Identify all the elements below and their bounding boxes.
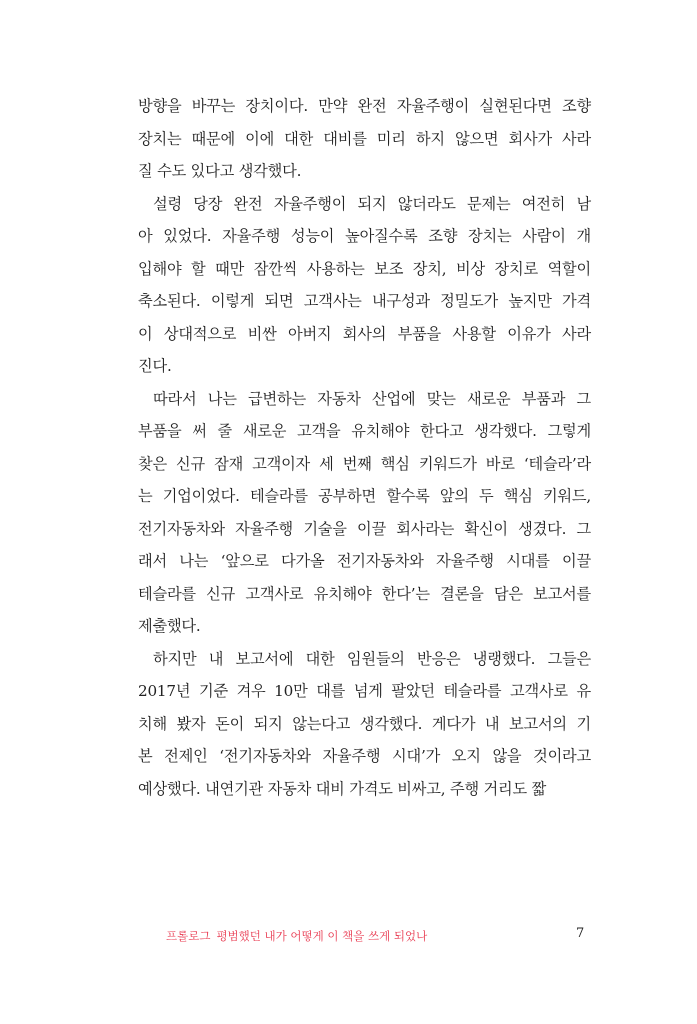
paragraph [138, 188, 591, 383]
paragraph [138, 643, 591, 806]
running-footer [166, 928, 427, 944]
paragraph [138, 383, 591, 643]
page-footer [0, 924, 697, 948]
text-line: 는 기업이었다. 테슬라를 공부하면 할수록 앞의 두 핵심 키워드, [138, 487, 591, 505]
text-line: 제출했다. [138, 617, 201, 635]
paragraph [138, 90, 591, 188]
text-line: 설령 당장 완전 자율주행이 되지 않더라도 문제는 여전히 남 [153, 194, 591, 213]
text-line: 장치는 때문에 이에 대한 대비를 미리 하지 않으면 회사가 사라 [138, 129, 591, 148]
text-line: 부품을 써 줄 새로운 고객을 유치해야 한다고 생각했다. 그렇게 [138, 422, 591, 440]
text-line: 2017년 기준 겨우 10만 대를 넘게 팔았던 테슬라를 고객사로 유 [138, 682, 591, 700]
text-line: 예상했다. 내연기관 자동차 대비 가격도 비싸고, 주행 거리도 짧 [138, 779, 547, 798]
text-line: 본 전제인 ‘전기자동차와 자율주행 시대’가 오지 않을 것이라고 [138, 747, 591, 765]
text-line: 찾은 신규 잠재 고객이자 세 번째 핵심 키워드가 바로 ‘테슬라’라 [138, 454, 591, 473]
page-number: 7 [576, 926, 585, 941]
text-line: 입해야 할 때만 잠깐씩 사용하는 보조 장치, 비상 장치로 역할이 [138, 259, 591, 278]
text-line: 테슬라를 신규 고객사로 유치해야 한다’는 결론을 담은 보고서를 [138, 584, 591, 603]
text-line: 따라서 나는 급변하는 자동차 산업에 맞는 새로운 부품과 그 [153, 389, 591, 408]
text-line: 방향을 바꾸는 장치이다. 만약 완전 자율주행이 실현된다면 조향 [138, 97, 591, 115]
text-line: 전기자동차와 자율주행 기술을 이끌 회사라는 확신이 생겼다. 그 [138, 519, 591, 538]
text-line: 진다. [138, 357, 172, 375]
body-text [138, 90, 591, 805]
text-line: 이 상대적으로 비싼 아버지 회사의 부품을 사용할 이유가 사라 [138, 324, 591, 343]
text-line: 질 수도 있다고 생각했다. [138, 162, 302, 180]
footer-chapter: 프롤로그 [166, 929, 211, 943]
text-line: 치해 봤자 돈이 되지 않는다고 생각했다. 게다가 내 보고서의 기 [138, 714, 591, 733]
text-line: 래서 나는 ‘앞으로 다가올 전기자동차와 자율주행 시대를 이끌 [138, 552, 591, 570]
text-line: 아 있었다. 자율주행 성능이 높아질수록 조향 장치는 사람이 개 [138, 227, 591, 245]
footer-title: 평범했던 내가 어떻게 이 책을 쓰게 되었나 [216, 929, 428, 943]
text-line: 축소된다. 이렇게 되면 고객사는 내구성과 정밀도가 높지만 가격 [138, 292, 591, 310]
text-line: 하지만 내 보고서에 대한 임원들의 반응은 냉랭했다. 그들은 [153, 649, 591, 668]
